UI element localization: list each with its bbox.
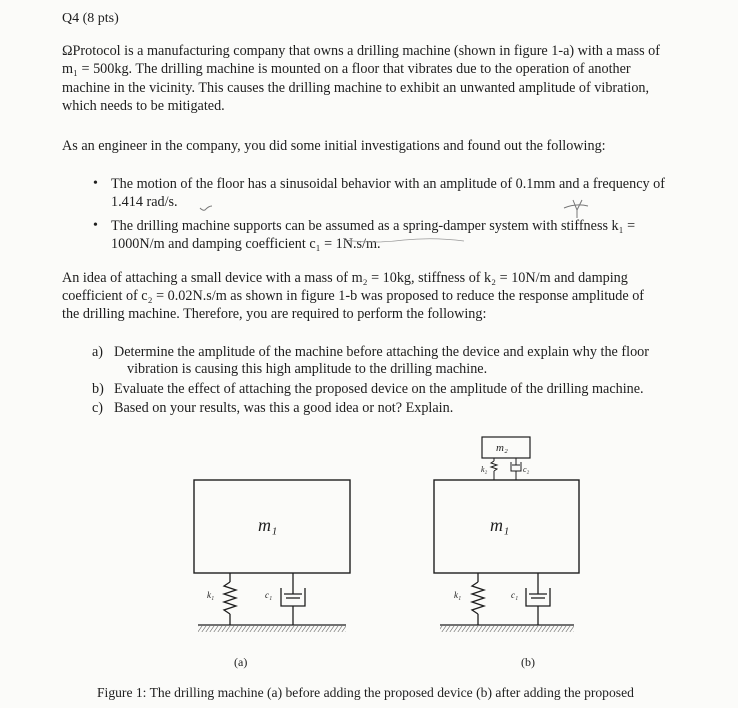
bullet-dot: • <box>93 176 98 191</box>
task-b-marker: b) <box>92 381 104 397</box>
bullet-2-line-1: The drilling machine supports can be assumed as a spring-damper system with stiffness k₁ = <box>111 218 636 234</box>
c1-label: c₁ <box>265 590 273 600</box>
figure-b <box>434 437 579 669</box>
spring-k1 <box>224 573 236 625</box>
mass-m1-label: m₁ <box>258 515 278 535</box>
task-c-line-1: Based on your results, was this a good idea or not? Explain. <box>114 400 454 416</box>
intro-line-2: m₁ = 500kg. The drilling machine is mounted on a floor that vibrates due to the operation of another <box>62 61 631 77</box>
damper-c1 <box>281 573 305 625</box>
c2-label: c₂ <box>523 465 530 474</box>
damper-c1-b <box>526 573 550 625</box>
intro-line-4: which needs to be mitigated. <box>62 98 225 114</box>
task-c-marker: c) <box>92 400 104 416</box>
bullet-1-line-1: The motion of the floor has a sinusoidal behavior with an amplitude of 0.1mm and a frequency of <box>111 176 665 192</box>
c1-label-b: c₁ <box>511 590 519 600</box>
figure-a <box>194 480 350 669</box>
label-a: (a) <box>234 655 248 669</box>
label-b: (b) <box>521 655 535 669</box>
k1-label-b: k₁ <box>454 590 462 600</box>
mass-m1-label-b: m₁ <box>490 515 510 535</box>
proposal-line-2: coefficient of c₂ = 0.02N.s/m as shown in figure 1-b was proposed to reduce the response amplitude of <box>62 288 645 304</box>
spring-k2 <box>491 458 497 480</box>
figure-caption: Figure 1: The drilling machine (a) before adding the proposed device (b) after adding the proposed <box>97 685 634 700</box>
intro-line-3: machine in the vicinity. This causes the drilling machine to exhibit an unwanted amplitude of vibration, <box>62 80 650 96</box>
bullet-1-line-2: 1.414 rad/s. <box>111 194 178 210</box>
ground-hatch-b <box>440 626 574 632</box>
ground-hatch <box>198 626 346 632</box>
findings-intro: As an engineer in the company, you did some initial investigations and found out the following: <box>62 138 606 154</box>
question-heading: Q4 (8 pts) <box>62 11 119 26</box>
bullet-dot: • <box>93 218 98 233</box>
spring-k1-b <box>472 573 484 625</box>
damper-c2 <box>511 458 521 480</box>
task-b-line-1: Evaluate the effect of attaching the proposed device on the amplitude of the drilling machine. <box>114 381 644 397</box>
task-a-line-2: vibration is causing this high amplitude to the drilling machine. <box>127 361 488 377</box>
proposal-line-3: the drilling machine. Therefore, you are required to perform the following: <box>62 306 487 322</box>
task-a-marker: a) <box>92 344 104 360</box>
k2-label: k₂ <box>481 465 488 474</box>
intro-line-1: ΩProtocol is a manufacturing company that owns a drilling machine (shown in figure 1-a) with a mass of <box>62 43 661 59</box>
proposal-line-1: An idea of attaching a small device with a mass of m₂ = 10kg, stiffness of k₂ = 10N/m and damping <box>62 270 628 286</box>
bullet-2-line-2: 1000N/m and damping coefficient c₁ = 1N.s/m. <box>111 236 381 252</box>
k1-label: k₁ <box>207 590 215 600</box>
task-a-line-1: Determine the amplitude of the machine before attaching the device and explain why the floor <box>114 344 649 360</box>
mass-m2-label: m₂ <box>496 442 508 454</box>
